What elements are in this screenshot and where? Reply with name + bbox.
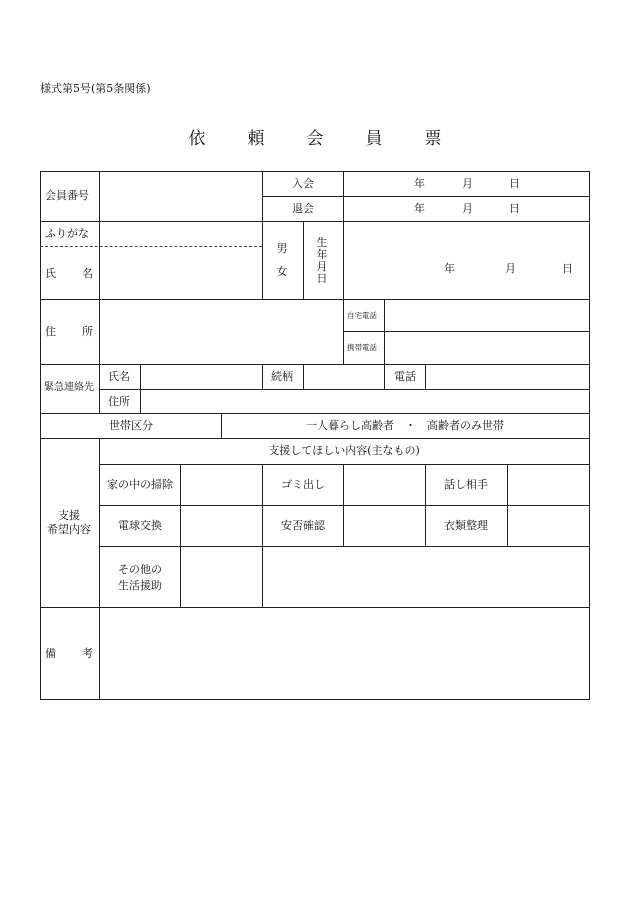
title-char: 会 bbox=[306, 129, 324, 149]
support-item-safety-check: 安否確認 bbox=[281, 519, 325, 532]
table-border-bottom bbox=[40, 699, 590, 700]
birth-day-label: 日 bbox=[562, 262, 573, 275]
support-item-other-1: その他の bbox=[118, 563, 162, 576]
label-ec-address: 住所 bbox=[108, 395, 130, 408]
support-item-bulb: 電球交換 bbox=[118, 519, 162, 532]
leave-month-label: 月 bbox=[462, 202, 473, 215]
label-address-2: 所 bbox=[82, 325, 93, 338]
name-field[interactable] bbox=[100, 247, 262, 299]
row-divider bbox=[40, 438, 590, 439]
label-join: 入会 bbox=[292, 177, 314, 190]
ec-address-field[interactable] bbox=[141, 390, 589, 413]
col-divider bbox=[99, 364, 100, 413]
support-item-cleaning: 家の中の掃除 bbox=[107, 478, 173, 491]
col-divider bbox=[262, 364, 263, 389]
label-leave: 退会 bbox=[292, 202, 314, 215]
label-home-phone: 自宅電話 bbox=[347, 311, 377, 320]
label-birth-char: 月 bbox=[316, 260, 328, 273]
row-divider bbox=[40, 413, 590, 414]
address-field[interactable] bbox=[100, 300, 343, 364]
garbage-check-field[interactable] bbox=[344, 465, 425, 505]
mobile-phone-field[interactable] bbox=[385, 332, 589, 364]
join-day-label: 日 bbox=[509, 177, 520, 190]
label-support-2: 希望内容 bbox=[47, 523, 91, 536]
cleaning-check-field[interactable] bbox=[181, 465, 262, 505]
label-birth-char: 年 bbox=[316, 248, 328, 261]
label-ec-phone: 電話 bbox=[394, 370, 416, 383]
label-mobile-phone: 携帯電話 bbox=[347, 343, 377, 352]
ec-phone-field[interactable] bbox=[426, 365, 589, 389]
birthdate-field[interactable] bbox=[344, 222, 589, 299]
bulb-check-field[interactable] bbox=[181, 506, 262, 546]
label-ec-relation: 続柄 bbox=[271, 370, 293, 383]
other-check-field[interactable] bbox=[181, 547, 262, 607]
label-ec-name: 氏名 bbox=[108, 370, 130, 383]
join-month-label: 月 bbox=[462, 177, 473, 190]
table-border-left bbox=[40, 171, 41, 700]
leave-year-label: 年 bbox=[414, 202, 425, 215]
title-char: 依 bbox=[188, 129, 206, 149]
col-divider bbox=[425, 464, 426, 546]
ec-relation-field[interactable] bbox=[304, 365, 384, 389]
label-name-1: 氏 bbox=[45, 267, 56, 280]
leave-day-label: 日 bbox=[509, 202, 520, 215]
support-item-garbage: ゴミ出し bbox=[281, 478, 325, 491]
title-char: 頼 bbox=[247, 129, 265, 149]
support-item-conversation: 話し相手 bbox=[444, 478, 488, 491]
label-furigana: ふりがな bbox=[45, 227, 89, 240]
birth-year-label: 年 bbox=[444, 262, 455, 275]
title-char: 票 bbox=[424, 129, 442, 149]
sex-male-option[interactable]: 男 bbox=[276, 242, 288, 255]
other-details-field[interactable] bbox=[263, 547, 589, 607]
label-support-1: 支援 bbox=[58, 509, 80, 522]
household-options[interactable]: 一人暮らし高齢者 ・ 高齢者のみ世帯 bbox=[306, 419, 504, 432]
join-year-label: 年 bbox=[414, 177, 425, 190]
conversation-check-field[interactable] bbox=[508, 465, 589, 505]
page-title bbox=[40, 124, 590, 149]
label-remarks-2: 考 bbox=[82, 647, 93, 660]
furigana-field[interactable] bbox=[100, 222, 262, 246]
col-divider bbox=[384, 364, 385, 389]
sex-female-option[interactable]: 女 bbox=[276, 265, 288, 278]
col-divider bbox=[99, 438, 100, 607]
label-member-number: 会員番号 bbox=[45, 189, 89, 202]
title-char: 員 bbox=[365, 129, 383, 149]
support-item-other-2: 生活援助 bbox=[118, 579, 162, 592]
remarks-field[interactable] bbox=[100, 608, 589, 699]
label-birth-char: 日 bbox=[316, 272, 328, 285]
col-divider bbox=[303, 221, 304, 299]
form-number: 様式第5号(第5条関係) bbox=[40, 82, 151, 95]
ec-name-field[interactable] bbox=[141, 365, 262, 389]
clothing-check-field[interactable] bbox=[508, 506, 589, 546]
label-name-2: 名 bbox=[82, 267, 93, 280]
label-emergency-contact: 緊急連絡先 bbox=[44, 382, 94, 393]
label-birth-char: 生 bbox=[316, 236, 328, 249]
label-household-category: 世帯区分 bbox=[109, 419, 153, 432]
safety-check-field[interactable] bbox=[344, 506, 425, 546]
label-address-1: 住 bbox=[45, 325, 56, 338]
home-phone-field[interactable] bbox=[385, 300, 589, 331]
member-number-field[interactable] bbox=[100, 172, 262, 221]
label-remarks-1: 備 bbox=[45, 647, 56, 660]
col-divider bbox=[262, 171, 263, 299]
birth-month-label: 月 bbox=[505, 262, 516, 275]
col-divider bbox=[221, 413, 222, 438]
support-item-clothing: 衣類整理 bbox=[444, 519, 488, 532]
table-border-right bbox=[589, 171, 590, 700]
support-header: 支援してほしい内容(主なもの) bbox=[268, 444, 420, 457]
